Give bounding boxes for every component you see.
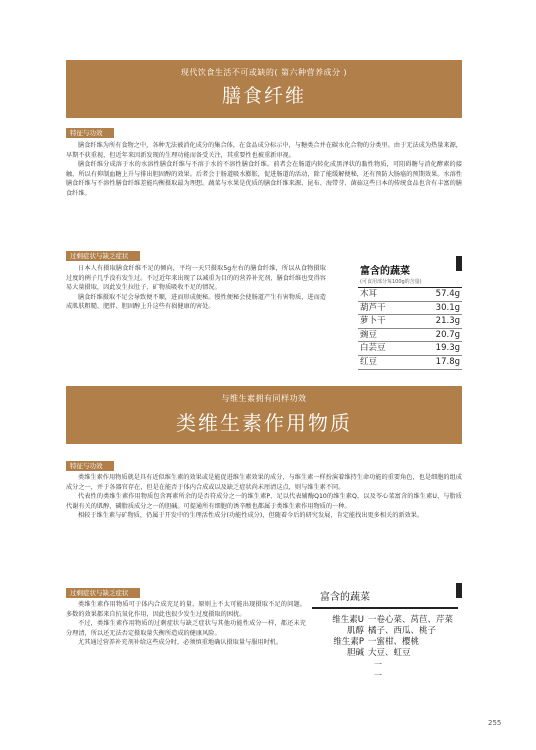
vegetable-value: 20.7g	[435, 329, 460, 340]
section-label-features: 特征与功效	[66, 461, 114, 471]
vegetable-row	[312, 637, 462, 648]
paragraph: 日本人有摄取膳食纤维不足的倾向，平均一天只摄取5g左右的膳食纤维，所以从食物摄取过度的例子几乎没有发生过。不过近年来出现了以减重为目的的营养补充剂，膳食纤维也变得容易大量摄取，因此发生拉肚子、矿物质吸收不足的情况。	[66, 265, 326, 292]
banner-dietary-fiber	[66, 60, 462, 118]
vegetable-table-note: (可食用部分每100g的含量)	[360, 279, 422, 285]
vegetable-name: 萝卜干	[360, 316, 386, 327]
vegetable-sources: 一蜜柑、樱桃	[368, 636, 420, 647]
vegetable-value: 21.3g	[435, 316, 460, 327]
paragraph: 膳食纤维分成溶于水的水溶性膳食纤维与不溶于水的不溶性膳食纤维。前者会在肠道内转化成黑泽状的黏性物质，可阻碍糖与消化酵素的接触，所以有抑制血糖上升与排出胆固醇的效果。后者会于肠道吸水膨胀，促进肠道的活动，除了能缓解便秘，还有预防大肠癌的预期效果。水溶性膳食纤维与不溶性膳食纤维差能均衡摄取最为理想。蔬菜与水果是优质的膳食纤维来源，昆布、海带芽、菌菇这些日本的传统食品也含有丰富的膳食纤维。	[66, 161, 462, 197]
banner-subtitle: 与维生素拥有同样功效	[221, 394, 307, 403]
section-label-deficiency: 过剩症状与缺乏症状	[66, 251, 140, 261]
divider	[312, 607, 458, 609]
vegetable-sources: 橘子、西瓜、桃子	[368, 625, 437, 636]
section-label-features: 特征与功效	[66, 128, 114, 138]
vegetable-row	[358, 287, 462, 302]
section-label-deficiency: 过剩症状与缺乏症状	[66, 588, 140, 598]
banner-subtitle: 现代饮食生活不可或缺的( 第六种营养成分 )	[180, 68, 348, 77]
vegetable-name: 豌豆	[360, 329, 378, 340]
vegetable-value: 30.1g	[435, 302, 460, 313]
nutrient-name: 肌醇	[346, 625, 364, 636]
banner-title: 类维生素作用物质	[176, 411, 352, 435]
vegetable-name: 白芸豆	[360, 343, 386, 354]
vegetable-row	[358, 342, 462, 356]
deficiency-text	[66, 264, 326, 312]
vegetable-value: 17.8g	[435, 356, 460, 367]
vegetable-row	[312, 626, 462, 637]
vegetable-value: 19.3g	[435, 343, 460, 354]
features-text	[66, 473, 462, 521]
nutrient-name: 维生素U	[332, 614, 364, 625]
vegetable-row	[312, 648, 462, 659]
vegetable-name: 葫芦干	[360, 302, 386, 313]
paragraph: 膳食纤维摄取不足会导致便不顺，进而形成便秘。慢性便秘会使肠道产生有害物质，进而造成肌肤粗糙、肥胖、胆固醇上升这些有损健康的害处。	[66, 293, 326, 311]
paragraph: 膳食纤维为所有食物之中，各种无法被消化成分的集合体，在食品成分标示中，与糖类合并在碳水化合物的分类里。由于无法成为热量来源，早期不获重视，但近年来因新发现的生理功能而备受关注，其重要性也被重新审视。	[66, 142, 462, 159]
banner-title: 膳食纤维	[221, 85, 306, 107]
nutrient-name: 维生素P	[333, 636, 364, 647]
banner-vitamin-like	[66, 386, 462, 444]
vegetable-value: 57.4g	[435, 289, 460, 299]
vegetable-row	[358, 302, 462, 316]
vegetable-name: 红豆	[360, 356, 378, 367]
dash-mark: 一	[374, 670, 382, 680]
vegetable-list	[312, 588, 462, 681]
vegetable-sources: 一卷心菜、莴苣、芹菜	[368, 614, 454, 625]
nutrient-name: 胆碱	[346, 647, 364, 658]
page-number: 255	[488, 719, 502, 727]
paragraph: 代表性的类维生素作用物质包含再素所余的是否符成分之一的维生素P、足以代表辅酶Q10的维生素Q，以及苓心菜富含的维生素U、与脂质代谢有关的肌醇、磷脂质成分之一的胆碱。可提通所有细胞的诱辛酸也都属于类维生素作用物质的一种。	[66, 493, 462, 510]
paragraph: 类维生素作用物质就是具有近似维生素的效果或是能促进维生素效果的成分，与维生素一样扮演着维持生命功能的重要角色，也是细胞的组成成分之一，并于各器官存在，但是在能否于体内合成或以及缺乏症状尚未厘清这点，则与维生素不同。	[66, 474, 462, 491]
vegetable-list-title: 富含的蔬菜	[320, 592, 370, 603]
features-text	[66, 141, 462, 199]
deficiency-text	[66, 600, 306, 648]
paragraph: 相较于维生素与矿物质，仍属于开发中的生理活性成分(功能性成分)，但随着今后的研究发展，肯定能找出更多相关的新效果。	[78, 512, 424, 520]
paragraph: 类维生素作用物质可于体内合成充足的量，原则上不太可能出现摄取不足的问题。多数的效果都来自抗氧化作用，因此也很少发生过度摄取的困扰。	[66, 601, 306, 618]
vegetable-row	[358, 356, 462, 370]
vegetable-table	[358, 262, 462, 370]
vegetable-sources: 大豆、虹豆	[368, 647, 411, 658]
vegetable-row	[312, 615, 462, 626]
vegetable-table-title: 富含的蔬菜	[360, 266, 410, 277]
vegetable-name: 木耳	[360, 289, 378, 299]
vegetable-row	[358, 329, 462, 343]
paragraph: 不过，类维生素作用物质的过剩症状与缺乏症状与其他功能性成分一样，都还未充分理清，所以还无法否定摄取量失衡所造成的健康风险。	[66, 620, 306, 637]
vegetable-row	[358, 315, 462, 329]
dash-mark: 一	[374, 659, 382, 669]
paragraph: 尤其通过营养补充剂补给这些成分时，必须慎重地确认摄取量与服用时机。	[78, 639, 283, 647]
